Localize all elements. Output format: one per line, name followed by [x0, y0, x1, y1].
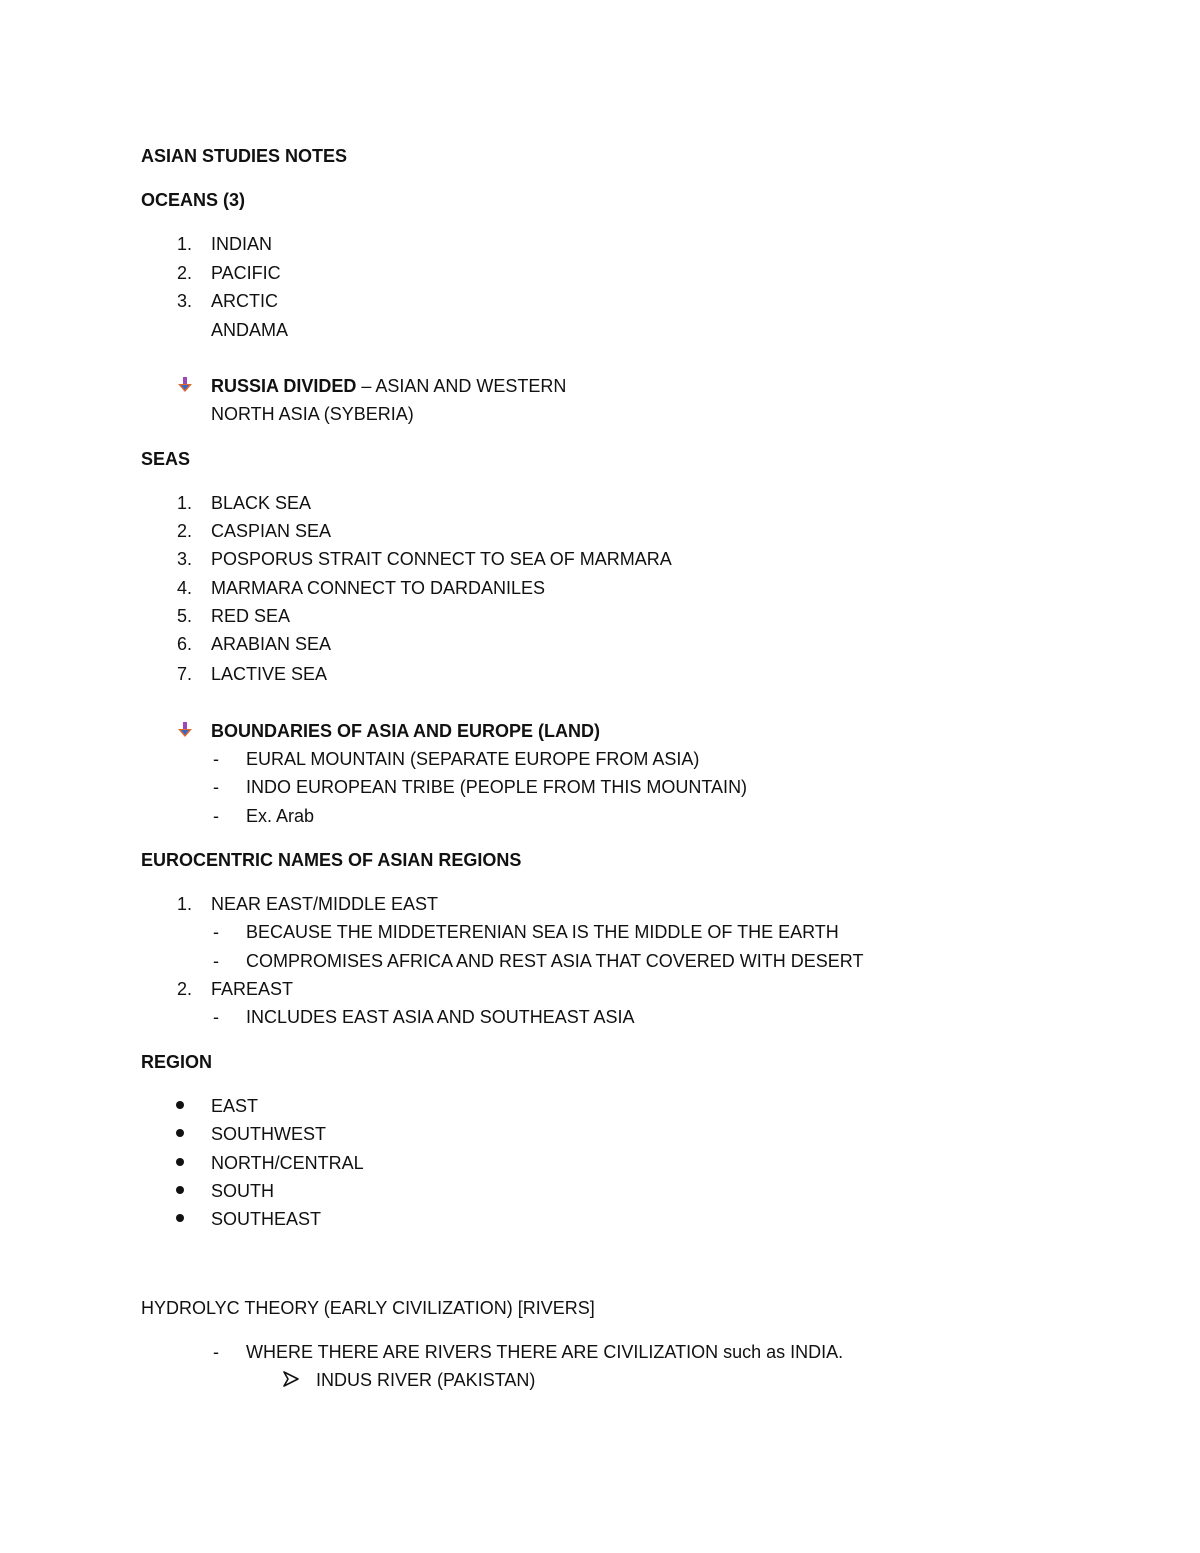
list-item: MARMARA CONNECT TO DARDANILES: [211, 578, 546, 598]
list-number: 2.: [176, 263, 192, 283]
boundaries-heading: BOUNDARIES OF ASIA AND EUROPE (LAND): [211, 721, 601, 741]
list-item: INDIAN: [211, 234, 273, 254]
down-arrow-bullet-icon: [178, 722, 192, 738]
list-number: 7.: [176, 664, 192, 684]
list-item: BLACK SEA: [211, 493, 312, 513]
sub-list-item: BECAUSE THE MIDDETERENIAN SEA IS THE MIDDLE OF THE EARTH: [246, 922, 839, 942]
list-number: 1.: [176, 894, 192, 914]
list-item: POSPORUS STRAIT CONNECT TO SEA OF MARMARA: [211, 549, 672, 569]
dash-bullet: -: [213, 777, 219, 797]
list-item: INDO EUROPEAN TRIBE (PEOPLE FROM THIS MOUNTAIN): [246, 777, 748, 797]
list-item: SOUTH: [211, 1181, 274, 1201]
list-item: PACIFIC: [211, 263, 281, 283]
list-number: 1.: [176, 493, 192, 513]
seas-heading: SEAS: [141, 449, 191, 469]
list-item: CASPIAN SEA: [211, 521, 332, 541]
list-number: 2.: [176, 521, 192, 541]
list-item: LACTIVE SEA: [211, 664, 328, 684]
list-item: SOUTHEAST: [211, 1209, 322, 1229]
dash-bullet: -: [213, 806, 219, 826]
list-item: EAST: [211, 1096, 259, 1116]
list-item: ANDAMA: [211, 320, 289, 340]
dash-bullet: -: [213, 922, 219, 942]
list-item: FAREAST: [211, 979, 294, 999]
list-number: 3.: [176, 549, 192, 569]
page-title: ASIAN STUDIES NOTES: [141, 146, 348, 166]
bullet-dot-icon: [176, 1214, 184, 1222]
region-heading: REGION: [141, 1052, 213, 1072]
sub-list-item: INCLUDES EAST ASIA AND SOUTHEAST ASIA: [246, 1007, 635, 1027]
list-item: WHERE THERE ARE RIVERS THERE ARE CIVILIZATION such as INDIA.: [246, 1342, 844, 1362]
arrowhead-bullet-icon: [283, 1371, 299, 1387]
down-arrow-bullet-icon: [178, 377, 192, 393]
list-item: NORTH/CENTRAL: [211, 1153, 364, 1173]
dash-bullet: -: [213, 749, 219, 769]
bullet-dot-icon: [176, 1129, 184, 1137]
sub-list-item: COMPROMISES AFRICA AND REST ASIA THAT COVERED WITH DESERT: [246, 951, 864, 971]
oceans-heading: OCEANS (3): [141, 190, 246, 210]
dash-bullet: -: [213, 1342, 219, 1362]
russia-divided-line: [211, 375, 566, 397]
russia-north-asia: NORTH ASIA (SYBERIA): [211, 404, 414, 424]
list-item: NEAR EAST/MIDDLE EAST: [211, 894, 439, 914]
bullet-dot-icon: [176, 1186, 184, 1194]
hydro-heading: HYDROLYC THEORY (EARLY CIVILIZATION) [RIVERS]: [141, 1298, 595, 1318]
list-item: SOUTHWEST: [211, 1124, 326, 1144]
list-item: ARCTIC: [211, 291, 278, 311]
dash-bullet: -: [213, 951, 219, 971]
russia-divided-text: – ASIAN AND WESTERN: [356, 376, 567, 396]
dash-bullet: -: [213, 1007, 219, 1027]
list-number: 3.: [176, 291, 192, 311]
list-number: 6.: [176, 634, 192, 654]
list-number: 4.: [176, 578, 192, 598]
bullet-dot-icon: [176, 1101, 184, 1109]
list-item: ARABIAN SEA: [211, 634, 332, 654]
list-number: 2.: [176, 979, 192, 999]
list-item: RED SEA: [211, 606, 291, 626]
list-number: 1.: [176, 234, 192, 254]
eurocentric-heading: EUROCENTRIC NAMES OF ASIAN REGIONS: [141, 850, 522, 870]
bullet-dot-icon: [176, 1158, 184, 1166]
list-number: 5.: [176, 606, 192, 626]
russia-divided-label: RUSSIA DIVIDED: [211, 376, 357, 396]
list-item: Ex. Arab: [246, 806, 315, 826]
list-item: EURAL MOUNTAIN (SEPARATE EUROPE FROM ASIA): [246, 749, 700, 769]
sub-list-item: INDUS RIVER (PAKISTAN): [316, 1370, 536, 1390]
